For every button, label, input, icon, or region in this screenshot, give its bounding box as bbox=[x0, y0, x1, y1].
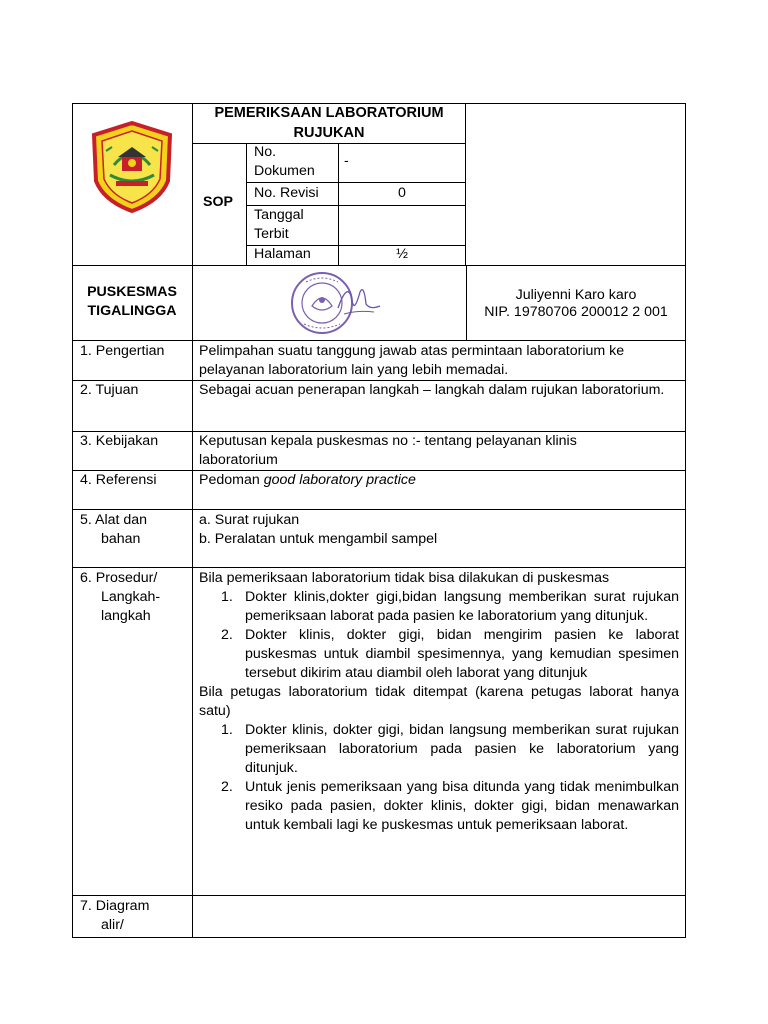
meta-label-halaman: Halaman bbox=[254, 246, 311, 262]
meta-label-no-revisi: No. Revisi bbox=[254, 185, 319, 201]
section-label-prosedur-3: langkah bbox=[101, 608, 151, 624]
list-item bbox=[199, 778, 679, 835]
alat-item: b. Peralatan untuk mengambil sampel bbox=[199, 531, 438, 547]
section-label-referensi: 4. Referensi bbox=[80, 472, 157, 488]
list-item bbox=[199, 626, 679, 683]
meta-value-no-revisi: 0 bbox=[398, 185, 406, 201]
referensi-plain: Pedoman bbox=[199, 472, 264, 488]
list-item bbox=[199, 588, 679, 626]
section-label-diagram-1: 7. Diagram bbox=[80, 898, 150, 914]
alat-item: a. Surat rujukan bbox=[199, 512, 300, 528]
section-label-alat-1: 5. Alat dan bbox=[80, 512, 148, 528]
meta-label-no-dokumen: No. Dokumen bbox=[254, 144, 315, 179]
section-text-kebijakan: Keputusan kepala puskesmas no :- tentang pelayanan klinis laboratorium bbox=[199, 433, 577, 468]
section-label-tujuan: 2. Tujuan bbox=[80, 382, 139, 398]
list-item-text: Dokter klinis, dokter gigi, bidan mengirim pasien ke laborat puskesmas untuk diambil spesimennya, yang kemudian spesimen tersebut dikirim atau diambil oleh laborat yang ditunjuk bbox=[245, 627, 679, 681]
section-text-tujuan: Sebagai acuan penerapan langkah – langkah dalam rujukan laboratorium. bbox=[199, 382, 665, 398]
section-label-kebijakan: 3. Kebijakan bbox=[80, 433, 159, 449]
list-item bbox=[199, 721, 679, 778]
list-item-number: 1. bbox=[221, 722, 233, 738]
signer-name: Juliyenni Karo karo bbox=[515, 287, 637, 303]
section-label-alat-2: bahan bbox=[101, 531, 141, 547]
meta-value-halaman: ½ bbox=[396, 246, 408, 262]
regency-logo bbox=[90, 121, 174, 213]
section-label-pengertian: 1. Pengertian bbox=[80, 343, 165, 359]
list-item-number: 2. bbox=[221, 779, 233, 795]
list-item-text: Dokter klinis,dokter gigi,bidan langsung memberikan surat rujukan pemeriksaan laborat pada pasien ke laboratorium yang ditunjuk. bbox=[245, 589, 679, 624]
prosedur-list-1 bbox=[199, 588, 679, 683]
prosedur-intro-2: Bila petugas laboratorium tidak ditempat (karena petugas laborat hanya satu) bbox=[199, 684, 679, 719]
section-text-pengertian: Pelimpahan suatu tanggung jawab atas permintaan laboratorium ke pelayanan laboratorium lain yang lebih memadai. bbox=[199, 343, 625, 378]
section-label-prosedur-1: 6. Prosedur/ bbox=[80, 570, 158, 586]
section-label-prosedur-2: Langkah- bbox=[101, 589, 161, 605]
org-name: PUSKESMAS TIGALINGGA bbox=[87, 284, 177, 319]
list-item-text: Dokter klinis, dokter gigi, bidan langsung memberikan surat rujukan pemeriksaan laboratorium pada pasien ke laboratorium yang ditunjuk. bbox=[245, 722, 679, 776]
signer-nip: NIP. 19780706 200012 2 001 bbox=[484, 304, 668, 320]
referensi-italic: good laboratory practice bbox=[263, 472, 416, 488]
section-label-diagram-2: alir/ bbox=[101, 917, 124, 933]
meta-value-no-dokumen: - bbox=[344, 153, 349, 169]
section-text-referensi bbox=[199, 471, 679, 490]
list-item-number: 1. bbox=[221, 589, 233, 605]
prosedur-intro-1: Bila pemeriksaan laboratorium tidak bisa dilakukan di puskesmas bbox=[199, 570, 610, 586]
meta-label-tanggal-terbit: Tanggal Terbit bbox=[254, 207, 304, 242]
prosedur-list-2 bbox=[199, 721, 679, 835]
sop-label: SOP bbox=[203, 194, 233, 210]
list-item-text: Untuk jenis pemeriksaan yang bisa ditunda yang tidak menimbulkan resiko pada pasien, dokter klinis, dokter gigi, bidan menawarkan untuk kembali lagi ke puskesmas untuk pemeriksaan laborat. bbox=[245, 779, 679, 833]
prosedur-body bbox=[199, 569, 679, 835]
official-stamp bbox=[278, 270, 388, 336]
document-title: PEMERIKSAAN LABORATORIUM RUJUKAN bbox=[214, 105, 444, 141]
list-item-number: 2. bbox=[221, 627, 233, 643]
